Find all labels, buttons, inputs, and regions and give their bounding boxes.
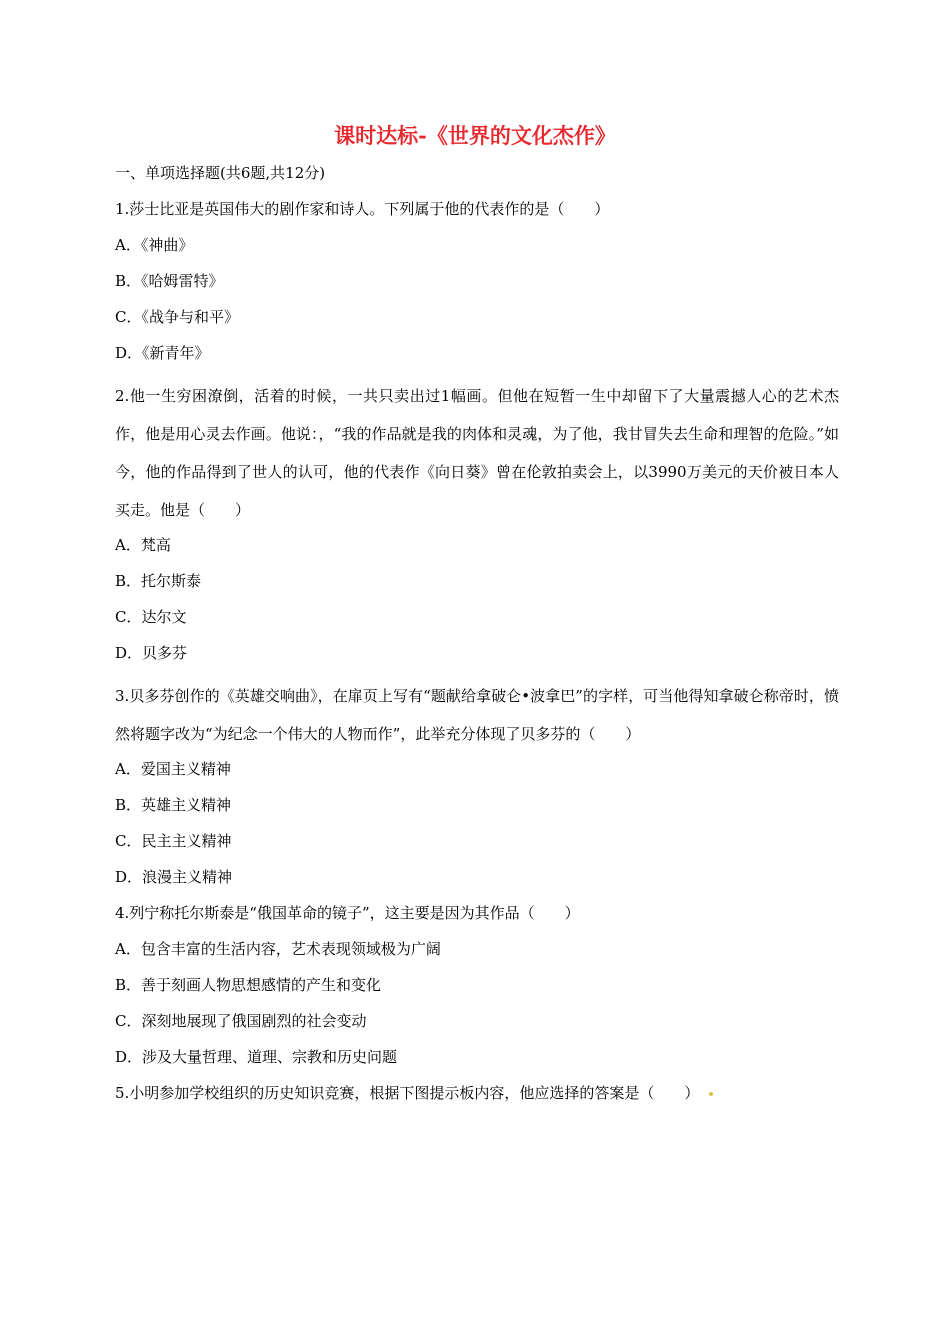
question-2 bbox=[115, 377, 839, 665]
question-stem bbox=[115, 1081, 839, 1105]
section-heading: 一、单项选择题(共6题,共12分) bbox=[115, 164, 326, 182]
option-b: B．善于刻画人物思想感情的产生和变化 bbox=[115, 976, 382, 994]
question-stem: 2.他一生穷困潦倒，活着的时候，一共只卖出过1幅画。但他在短暂一生中却留下了大量震撼人心的艺术杰作，他是用心灵去作画。他说：，“我的作品就是我的肉体和灵魂，为了他，我甘冒失去生命和理智的危险。”如今，他的作品得到了世人的认可，他的代表作《向日葵》曾在伦敦拍卖会上，以3990万美元的天价被日本人买走。他是（ ） bbox=[115, 387, 839, 519]
dot-mark-icon bbox=[709, 1092, 713, 1096]
document-title: 课时达标-《世界的文化杰作》 bbox=[334, 123, 616, 148]
option-a: A．爱国主义精神 bbox=[115, 760, 231, 778]
question-stem: 3.贝多芬创作的《英雄交响曲》，在扉页上写有“题献给拿破仑•波拿巴”的字样，可当他得知拿破仑称帝时，愤然将题字改为“为纪念一个伟大的人物而作”，此举充分体现了贝多芬的（ ） bbox=[115, 687, 839, 743]
question-3 bbox=[115, 677, 839, 889]
option-a: A．包含丰富的生活内容，艺术表现领域极为广阔 bbox=[115, 940, 441, 958]
option-b: B．托尔斯泰 bbox=[115, 572, 202, 590]
option-d: D．贝多芬 bbox=[115, 644, 188, 662]
question-4 bbox=[115, 901, 839, 1069]
question-5 bbox=[115, 1081, 839, 1105]
question-stem: 4.列宁称托尔斯泰是“俄国革命的镜子”，这主要是因为其作品（ ） bbox=[115, 904, 580, 922]
option-b: B．英雄主义精神 bbox=[115, 796, 232, 814]
option-a: A．梵高 bbox=[115, 536, 171, 554]
question-list bbox=[115, 197, 839, 1117]
question-1 bbox=[115, 197, 839, 365]
question-stem: 1.莎士比亚是英国伟大的剧作家和诗人。下列属于他的代表作的是（ ） bbox=[115, 200, 610, 218]
option-c: C．民主主义精神 bbox=[115, 832, 232, 850]
option-d: D．浪漫主义精神 bbox=[115, 868, 233, 886]
option-b: B．《哈姆雷特》 bbox=[115, 272, 224, 290]
option-d: D．涉及大量哲理、道理、宗教和历史问题 bbox=[115, 1048, 398, 1066]
option-c: C．深刻地展现了俄国剧烈的社会变动 bbox=[115, 1012, 367, 1030]
option-c: C．《战争与和平》 bbox=[115, 308, 239, 326]
option-a: A．《神曲》 bbox=[115, 236, 194, 254]
option-c: C．达尔文 bbox=[115, 608, 187, 626]
question-stem-text: 5.小明参加学校组织的历史知识竞赛，根据下图提示板内容，他应选择的答案是（ ） bbox=[115, 1084, 700, 1102]
option-d: D．《新青年》 bbox=[115, 344, 210, 362]
